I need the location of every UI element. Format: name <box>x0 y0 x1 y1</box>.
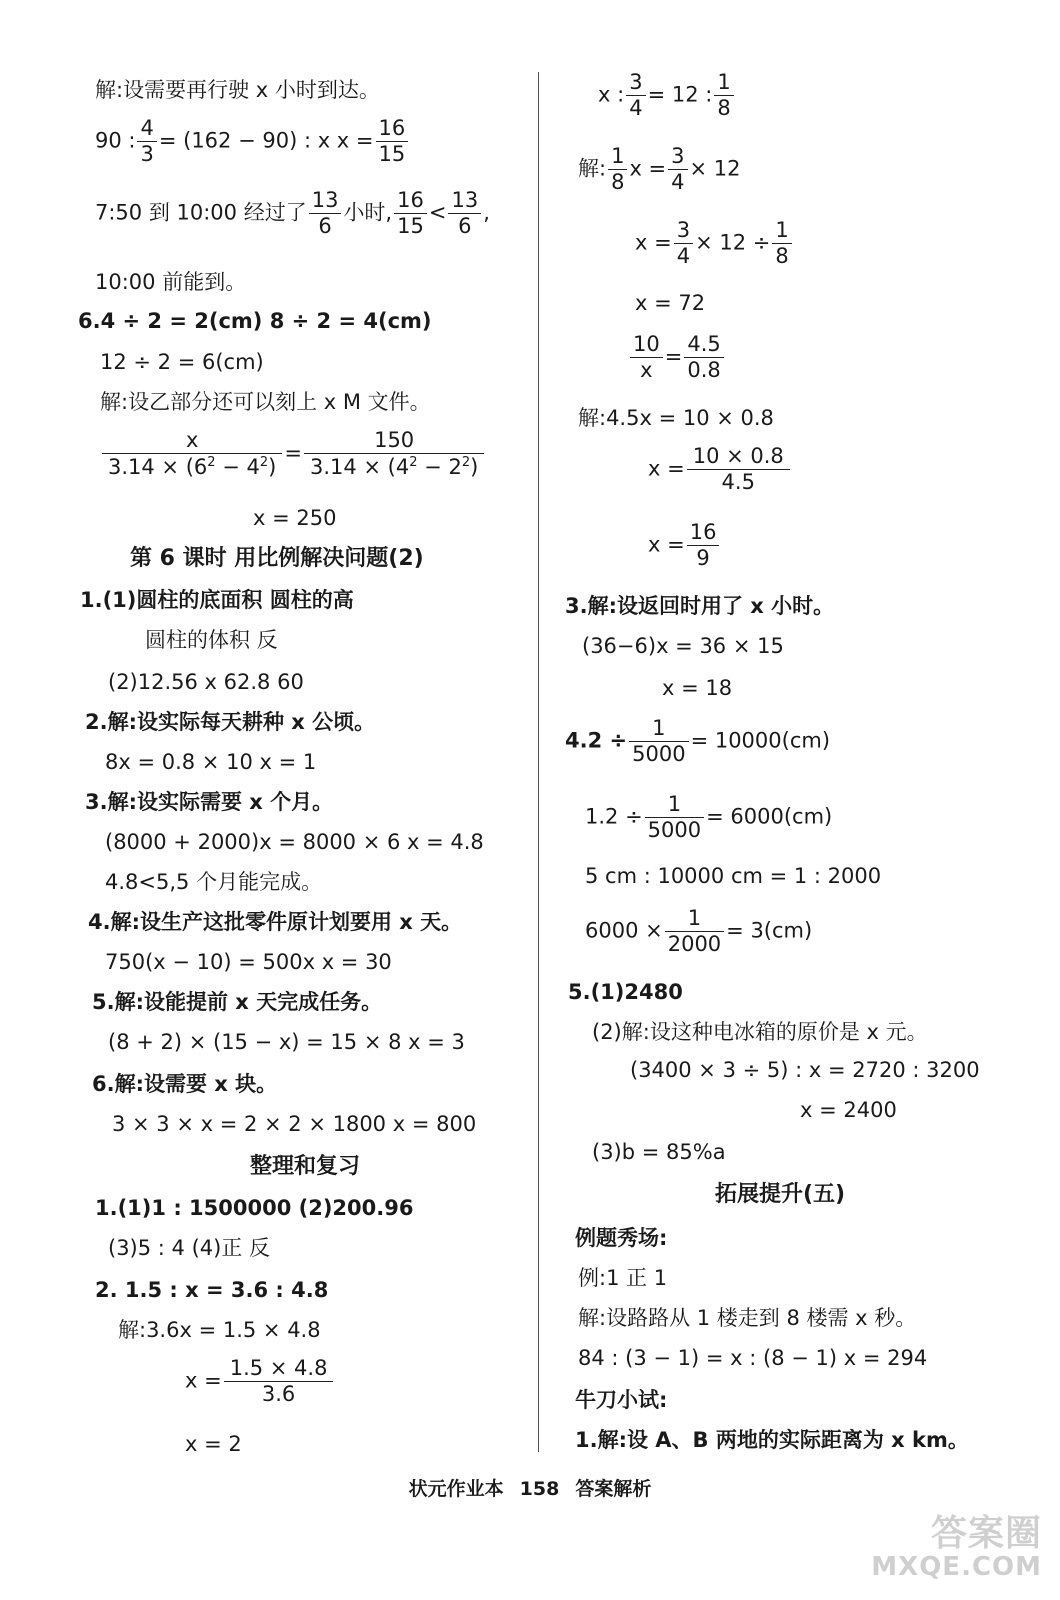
equation-line: 12 ÷ 2 = 6(cm) <box>100 350 264 374</box>
question-5: 5.(1)2480 <box>568 980 683 1004</box>
fraction: $\frac{10 \times 0.8}{4.5}$ <box>687 446 790 493</box>
fraction: $\frac{3}{4}$ <box>674 220 693 267</box>
subsection-label: 牛刀小试: <box>575 1388 668 1412</box>
section-heading: 整理和复习 <box>250 1154 361 1179</box>
solution-line: (2)解:设这种电冰箱的原价是 x 元。 <box>592 1020 928 1044</box>
section-heading: 第 6 课时 用比例解决问题(2) <box>130 546 424 571</box>
fraction: $\frac{1.5 \times 4.8}{3.6}$ <box>224 1358 334 1405</box>
fraction: $\frac{16}{15}$ <box>394 190 427 237</box>
answer-line: 圆柱的体积 反 <box>145 628 278 652</box>
result-line: x = 2400 <box>800 1098 897 1122</box>
equation-line: 3 × 3 × x = 2 × 2 × 1800 x = 800 <box>112 1112 477 1136</box>
text-line: 4.8<5,5 个月能完成。 <box>105 870 323 894</box>
equation-line: 5 cm : 10000 cm = 1 : 2000 <box>585 864 882 888</box>
equation-line: 1.2 ÷ $\frac{1}{5000}$ = 6000(cm) <box>585 792 833 842</box>
answer-line: (3)b = 85%a <box>592 1140 726 1164</box>
equation-line: 7:50 到 10:00 经过了 $\frac{13}{6}$ 小时, $\frac{16}{15}$ < $\frac{13}{6}$ , <box>95 188 490 238</box>
fraction: $\frac{1}{8}$ <box>772 220 791 267</box>
section-heading: 拓展提升(五) <box>715 1182 846 1207</box>
equation-line: 750(x − 10) = 500x x = 30 <box>105 950 392 974</box>
watermark-logo: 答案圈 MXQE.COM <box>871 1512 1042 1583</box>
result-line: x = 18 <box>662 676 733 700</box>
equation-line: x = $\frac{16}{9}$ <box>648 522 721 569</box>
answer-line: 例:1 正 1 <box>578 1266 668 1290</box>
equation-line: x : $\frac{3}{4}$ = 12 : $\frac{1}{8}$ <box>598 72 736 119</box>
question-3: 3.解:设返回时用了 x 小时。 <box>565 594 835 618</box>
question-4: 4.解:设生产这批零件原计划要用 x 天。 <box>88 910 463 934</box>
question-2: 2.解:设实际每天耕种 x 公顷。 <box>85 710 376 734</box>
fraction: $\frac{16}{9}$ <box>687 522 720 569</box>
question-6: 6.4 ÷ 2 = 2(cm) 8 ÷ 2 = 4(cm) <box>78 309 432 333</box>
result-line: x = 2 <box>185 1432 242 1456</box>
equation-line: 84 : (3 − 1) = x : (8 − 1) x = 294 <box>578 1346 928 1370</box>
fraction: $\frac{1}{5000}$ <box>645 794 704 841</box>
solution-line: 解:4.5x = 10 × 0.8 <box>578 406 774 430</box>
fraction: $\frac{4.5}{0.8}$ <box>684 334 723 381</box>
solution-line: 解:设路路从 1 楼走到 8 楼需 x 秒。 <box>578 1306 917 1330</box>
fraction: $\frac{1}{8}$ <box>714 72 733 119</box>
equation-line: 解: $\frac{1}{8}$ x = $\frac{3}{4}$ × 12 <box>578 144 741 194</box>
question-6: 6.解:设需要 x 块。 <box>92 1072 278 1096</box>
solution-line: 解:设乙部分还可以刻上 x M 文件。 <box>100 390 431 414</box>
equation-line: 90 : $\frac{4}{3}$ = (162 − 90) : x x = $\frac{16}{15}$ <box>95 118 410 165</box>
fraction: $\frac{150}{3.14 \times (4^2 - 2^2)}$ <box>304 430 484 478</box>
footer-book-title: 状元作业本 <box>408 1478 504 1500</box>
page-footer <box>0 1474 1060 1501</box>
footer-section-title: 答案解析 <box>575 1478 652 1500</box>
fraction: $\frac{3}{4}$ <box>626 72 645 119</box>
column-divider <box>538 72 539 1452</box>
fraction: $\frac{x}{3.14 \times (6^2 - 4^2)}$ <box>102 430 282 478</box>
solution-line: 解:3.6x = 1.5 × 4.8 <box>118 1318 321 1342</box>
question-3: 3.解:设实际需要 x 个月。 <box>85 790 334 814</box>
equation-line: (8000 + 2000)x = 8000 × 6 x = 4.8 <box>105 830 484 854</box>
fraction: $\frac{1}{8}$ <box>608 146 627 193</box>
equation-line: x = $\frac{3}{4}$ × 12 ÷ $\frac{1}{8}$ <box>635 220 794 267</box>
equation-line: (3400 × 3 ÷ 5) : x = 2720 : 3200 <box>630 1058 980 1082</box>
question-1: 1.解:设 A、B 两地的实际距离为 x km。 <box>575 1428 969 1452</box>
fraction: $\frac{1}{5000}$ <box>629 718 688 765</box>
result-line: x = 72 <box>635 291 706 315</box>
equation-line: $\frac{x}{3.14 \times (6^2 - 4^2)}$ = $\frac{150}{3.14 \times (4^2 - 2^2)}$ <box>100 430 486 478</box>
question-5: 5.解:设能提前 x 天完成任务。 <box>92 990 383 1014</box>
question-1: 1.(1)1 : 1500000 (2)200.96 <box>95 1196 414 1220</box>
fraction: $\frac{16}{15}$ <box>376 118 409 165</box>
text-line: 10:00 前能到。 <box>95 270 247 294</box>
question-2: 2. 1.5 : x = 3.6 : 4.8 <box>95 1278 329 1302</box>
equation-line: (8 + 2) × (15 − x) = 15 × 8 x = 3 <box>108 1030 465 1054</box>
page-number: 158 <box>519 1478 560 1500</box>
fraction: $\frac{3}{4}$ <box>668 146 687 193</box>
solution-line: 解:设需要再行驶 x 小时到达。 <box>95 78 380 102</box>
equation-line: 8x = 0.8 × 10 x = 1 <box>105 750 317 774</box>
fraction: $\frac{10}{x}$ <box>630 334 663 381</box>
answer-line: (3)5 : 4 (4)正 反 <box>108 1236 270 1260</box>
fraction: $\frac{4}{3}$ <box>137 118 156 165</box>
subsection-label: 例题秀场: <box>575 1226 668 1250</box>
question-1: 1.(1)圆柱的底面积 圆柱的高 <box>80 588 354 612</box>
equation-line: $\frac{10}{x}$ = $\frac{4.5}{0.8}$ <box>628 334 726 381</box>
equation-line: x = $\frac{1.5 \times 4.8}{3.6}$ <box>185 1358 335 1405</box>
fraction: $\frac{13}{6}$ <box>448 190 481 237</box>
answer-line: (2)12.56 x 62.8 60 <box>108 670 304 694</box>
fraction: $\frac{13}{6}$ <box>309 190 342 237</box>
equation-line: (36−6)x = 36 × 15 <box>582 634 784 658</box>
question-4: 4.2 ÷ $\frac{1}{5000}$ = 10000(cm) <box>565 716 831 766</box>
fraction: $\frac{1}{2000}$ <box>665 908 724 955</box>
equation-line: x = $\frac{10 \times 0.8}{4.5}$ <box>648 446 792 493</box>
result-line: x = 250 <box>253 506 337 530</box>
equation-line: 6000 × $\frac{1}{2000}$ = 3(cm) <box>585 906 813 956</box>
